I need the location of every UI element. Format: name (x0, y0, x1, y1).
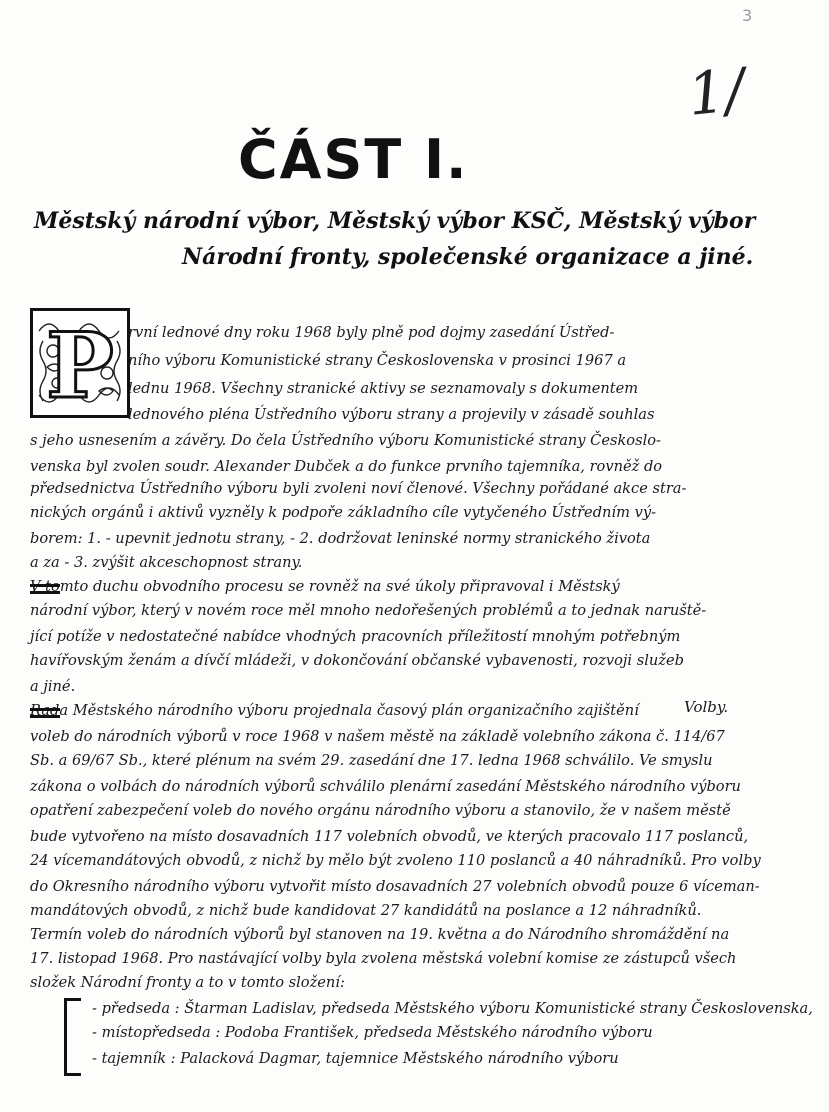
text-line: Termín voleb do národních výborů byl stanoven na 19. května a do Národního shromáždění na (30, 926, 730, 943)
text-line: složek Národní fronty a to v tomto složení: (30, 974, 345, 991)
text-line: voleb do národních výborů v roce 1968 v našem městě na základě volebního zákona č. 114/67 (30, 728, 725, 745)
svg-text:P: P (46, 313, 114, 415)
text-line: venska byl zvolen soudr. Alexander Dubček a do funkce prvního tajemníka, rovněž do (30, 458, 663, 475)
text-line: opatření zabezpečení voleb do nového orgánu národního výboru a stanovilo, že v našem městě (30, 802, 731, 819)
text-line: borem: 1. - upevnit jednotu strany, - 2. dodržovat leninské normy stranického života (30, 530, 651, 547)
text-line: jící potíže v nedostatečné nabídce vhodných pracovních příležitostí mnohým potřebným (30, 628, 681, 645)
text-line: havířovským ženám a dívčí mládeži, v dokončování občanské vybavenosti, rozvoji služeb (30, 652, 684, 669)
handwritten-page-number: 1/ (684, 55, 748, 129)
text-line: nických orgánů i aktivů vyzněly k podpoře základního cíle vytyčeného Ústředním vý- (30, 504, 656, 521)
text-line: bude vytvořeno na místo dosavadních 117 volebních obvodů, ve kterých pracovalo 117 poslanců, (30, 828, 749, 845)
text-line: mandátových obvodů, z nichž bude kandidovat 27 kandidátů na poslance a 12 náhradníků. (30, 902, 702, 919)
text-line: V tomto duchu obvodního procesu se rovněž na své úkoly připravoval i Městský (30, 578, 620, 595)
text-line: lednového pléna Ústředního výboru strany a projevily v zásadě souhlas (128, 406, 655, 423)
chapter-subtitle-line-2: Národní fronty, společenské organizace a jiné. (182, 244, 754, 270)
corner-page-number: 3 (742, 6, 753, 25)
paragraph-marker (30, 708, 60, 718)
text-line: 24 vícemandátových obvodů, z nichž by mělo být zvoleno 110 poslanců a 40 náhradníků. Pro volby (30, 852, 761, 869)
text-line: s jeho usnesením a závěry. Do čela Ústředního výboru Komunistické strany Českoslo- (30, 432, 661, 449)
text-line: a za - 3. zvýšit akceschopnost strany. (30, 554, 303, 571)
text-line: do Okresního národního výboru vytvořit místo dosavadních 27 volebních obvodů pouze 6 víceman- (30, 878, 760, 895)
list-bracket (64, 998, 81, 1076)
text-line: Sb. a 69/67 Sb., které plénum na svém 29. zasedání dne 17. ledna 1968 schválilo. Ve smyslu (30, 752, 713, 769)
text-line: ního výboru Komunistické strany Československa v prosinci 1967 a (128, 352, 627, 369)
committee-member-line: - tajemník : Palacková Dagmar, tajemnice Městského národního výboru (92, 1050, 619, 1067)
text-line: Rada Městského národního výboru projednala časový plán organizačního zajištění (30, 702, 639, 719)
committee-member-line: - místopředseda : Podoba František, předseda Městského národního výboru (92, 1024, 653, 1041)
text-line: a jiné. (30, 678, 76, 695)
text-line: národní výbor, který v novém roce měl mnoho nedořešených problémů a to jednak naruště- (30, 602, 707, 619)
committee-member-line: - předseda : Štarman Ladislav, předseda Městského výboru Komunistické strany Československa, (92, 1000, 813, 1017)
paragraph-marker (30, 584, 60, 594)
drop-cap-ornament-icon (33, 311, 127, 415)
text-line: zákona o volbách do národních výborů schválilo plenární zasedání Městského národního výboru (30, 778, 741, 795)
text-line: lednu 1968. Všechny stranické aktivy se seznamovaly s dokumentem (128, 380, 639, 397)
chapter-subtitle-line-1: Městský národní výbor, Městský výbor KSČ, Městský výbor (34, 208, 756, 234)
ornamental-drop-cap (30, 308, 130, 418)
chapter-title: ČÁST I. (238, 128, 469, 191)
margin-note: Volby. (684, 698, 729, 716)
text-line: 17. listopad 1968. Pro nastávající volby byla zvolena městská volební komise ze zástupců všech (30, 950, 737, 967)
text-line: předsednictva Ústředního výboru byli zvoleni noví členové. Všechny pořádané akce stra- (30, 480, 687, 497)
text-line: rvní lednové dny roku 1968 byly plně pod dojmy zasedání Ústřed- (128, 324, 615, 341)
